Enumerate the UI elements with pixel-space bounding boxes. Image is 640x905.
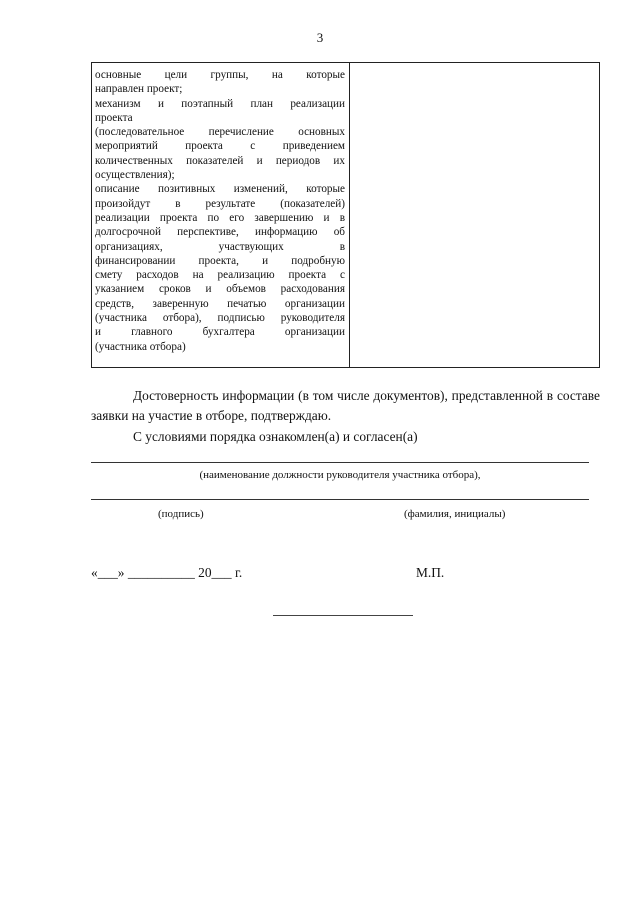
table-line: долгосрочной перспективе, информацию об bbox=[95, 226, 345, 239]
signature-caption: (подпись) bbox=[158, 508, 204, 520]
table-line: (участника отбора), подписью руководителя bbox=[95, 312, 345, 325]
name-caption: (фамилия, инициалы) bbox=[404, 508, 506, 520]
stamp-label: М.П. bbox=[416, 565, 445, 580]
page-number: 3 bbox=[316, 30, 324, 45]
table-line: организациях, участвующих в bbox=[95, 240, 345, 253]
table-line: осуществления); bbox=[95, 169, 175, 182]
table-column-divider bbox=[349, 63, 350, 367]
table-line: основные цели группы, на которые bbox=[95, 69, 345, 81]
table-line: реализации проекта по его завершению и в bbox=[95, 211, 345, 224]
date-line: «___» __________ 20___ г. bbox=[91, 565, 243, 580]
table-line: финансировании проекта, и подробную bbox=[95, 254, 345, 267]
table-line: (последовательное перечисление основных bbox=[95, 126, 345, 139]
table-line: (участника отбора) bbox=[95, 340, 186, 353]
table-left-cell bbox=[95, 68, 345, 354]
table-line: проекта bbox=[95, 111, 133, 124]
position-caption: (наименование должности руководителя участника отбора), bbox=[199, 469, 481, 481]
agreement-paragraph: С условиями порядка ознакомлен(а) и согласен(а) bbox=[133, 429, 418, 444]
table-line: средств, заверенную печатью организации bbox=[95, 297, 345, 310]
table-line: мероприятий проекта с приведением bbox=[95, 140, 345, 153]
table-line: описание позитивных изменений, которые bbox=[95, 183, 345, 196]
application-table bbox=[91, 62, 600, 368]
signature-name-line bbox=[91, 499, 589, 500]
table-line: механизм и поэтапный план реализации bbox=[95, 97, 345, 110]
footer-rule bbox=[273, 615, 413, 616]
position-line bbox=[91, 462, 589, 463]
table-line: указанием сроков и объемов расходования bbox=[95, 283, 345, 296]
table-line: произойдут в результате (показателей) bbox=[95, 197, 345, 210]
table-line: количественных показателей и периодов их bbox=[95, 154, 345, 167]
table-line: направлен проект; bbox=[95, 83, 183, 96]
table-line: смету расходов на реализацию проекта с bbox=[95, 269, 345, 282]
table-line: и главного бухгалтера организации bbox=[95, 326, 345, 339]
confirmation-paragraph: Достоверность информации (в том числе документов), представленной в составе заявки на участие в отборе, подтверждаю. bbox=[91, 388, 600, 423]
